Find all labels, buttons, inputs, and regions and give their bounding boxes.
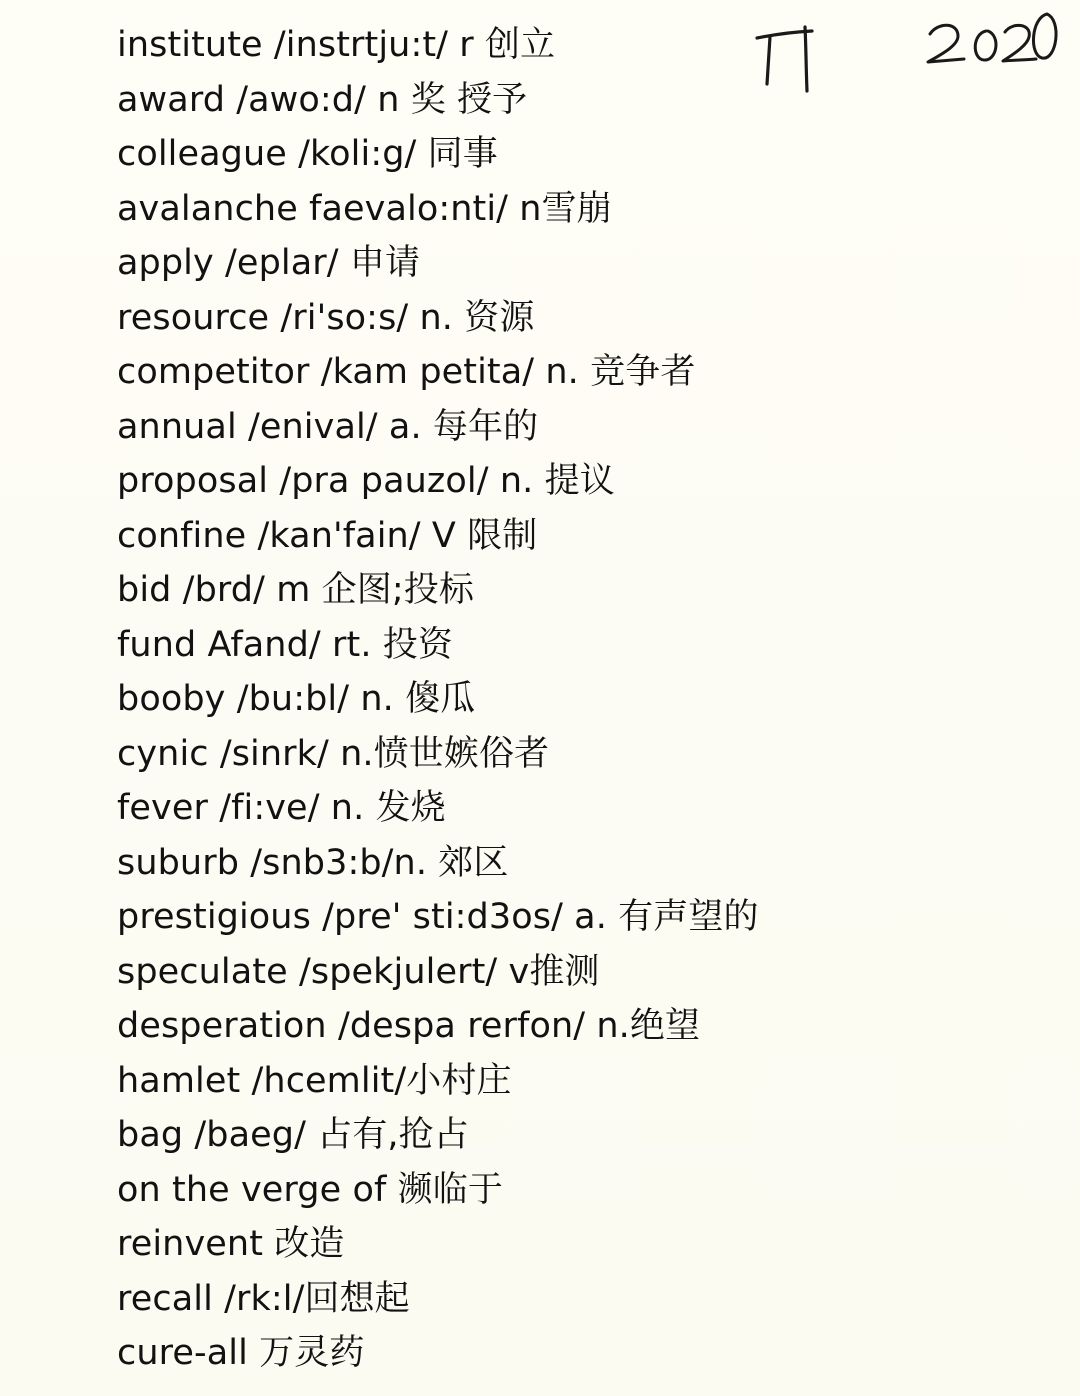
vocabulary-item: suburb /snb3:b/n. 郊区 bbox=[117, 842, 509, 883]
vocabulary-item: hamlet /hcemlit/小村庄 bbox=[117, 1060, 512, 1101]
vocabulary-item: institute /instrtju:t/ r 创立 bbox=[117, 25, 556, 65]
handwritten-year bbox=[928, 14, 1056, 62]
vocabulary-item: reinvent 改造 bbox=[117, 1224, 345, 1264]
vocabulary-item: competitor /kam petita/ n. 竞争者 bbox=[117, 352, 696, 392]
vocabulary-item: prestigious /pre' sti:d3os/ a. 有声望的 bbox=[117, 897, 759, 937]
vocabulary-item: award /awo:d/ n 奖 授予 bbox=[117, 79, 528, 120]
vocabulary-item: cynic /sinrk/ n.愤世嫉俗者 bbox=[117, 733, 550, 774]
vocabulary-item: fever /fi:ve/ n. 发烧 bbox=[117, 788, 446, 828]
vocabulary-item: confine /kan'fain/ V 限制 bbox=[117, 515, 538, 556]
vocabulary-list bbox=[117, 18, 759, 1381]
vocabulary-item: proposal /pra pauzol/ n. 提议 bbox=[117, 461, 615, 501]
vocabulary-item: resource /ri'so:s/ n. 资源 bbox=[117, 297, 535, 338]
vocabulary-item: annual /enival/ a. 每年的 bbox=[117, 406, 539, 447]
handwritten-t1 bbox=[757, 27, 812, 91]
vocabulary-item: apply /eplar/ 申请 bbox=[117, 243, 421, 283]
vocabulary-item: colleague /koli:g/ 同事 bbox=[117, 134, 498, 174]
vocabulary-item: avalanche faevalo:nti/ n雪崩 bbox=[117, 188, 612, 229]
vocabulary-item: on the verge of 濒临于 bbox=[117, 1169, 503, 1210]
vocabulary-item: recall /rk:l/回想起 bbox=[117, 1278, 410, 1319]
vocabulary-item: desperation /despa rerfon/ n.绝望 bbox=[117, 1006, 701, 1046]
vocabulary-item: booby /bu:bl/ n. 傻瓜 bbox=[117, 679, 476, 719]
vocabulary-item: speculate /spekjulert/ v推测 bbox=[117, 951, 600, 992]
vocabulary-item: cure-all 万灵药 bbox=[117, 1333, 365, 1373]
vocabulary-item: bid /brd/ m 企图;投标 bbox=[117, 570, 474, 610]
vocabulary-item: bag /baeg/ 占有,抢占 bbox=[117, 1115, 469, 1155]
vocabulary-item: fund Afand/ rt. 投资 bbox=[117, 624, 453, 665]
